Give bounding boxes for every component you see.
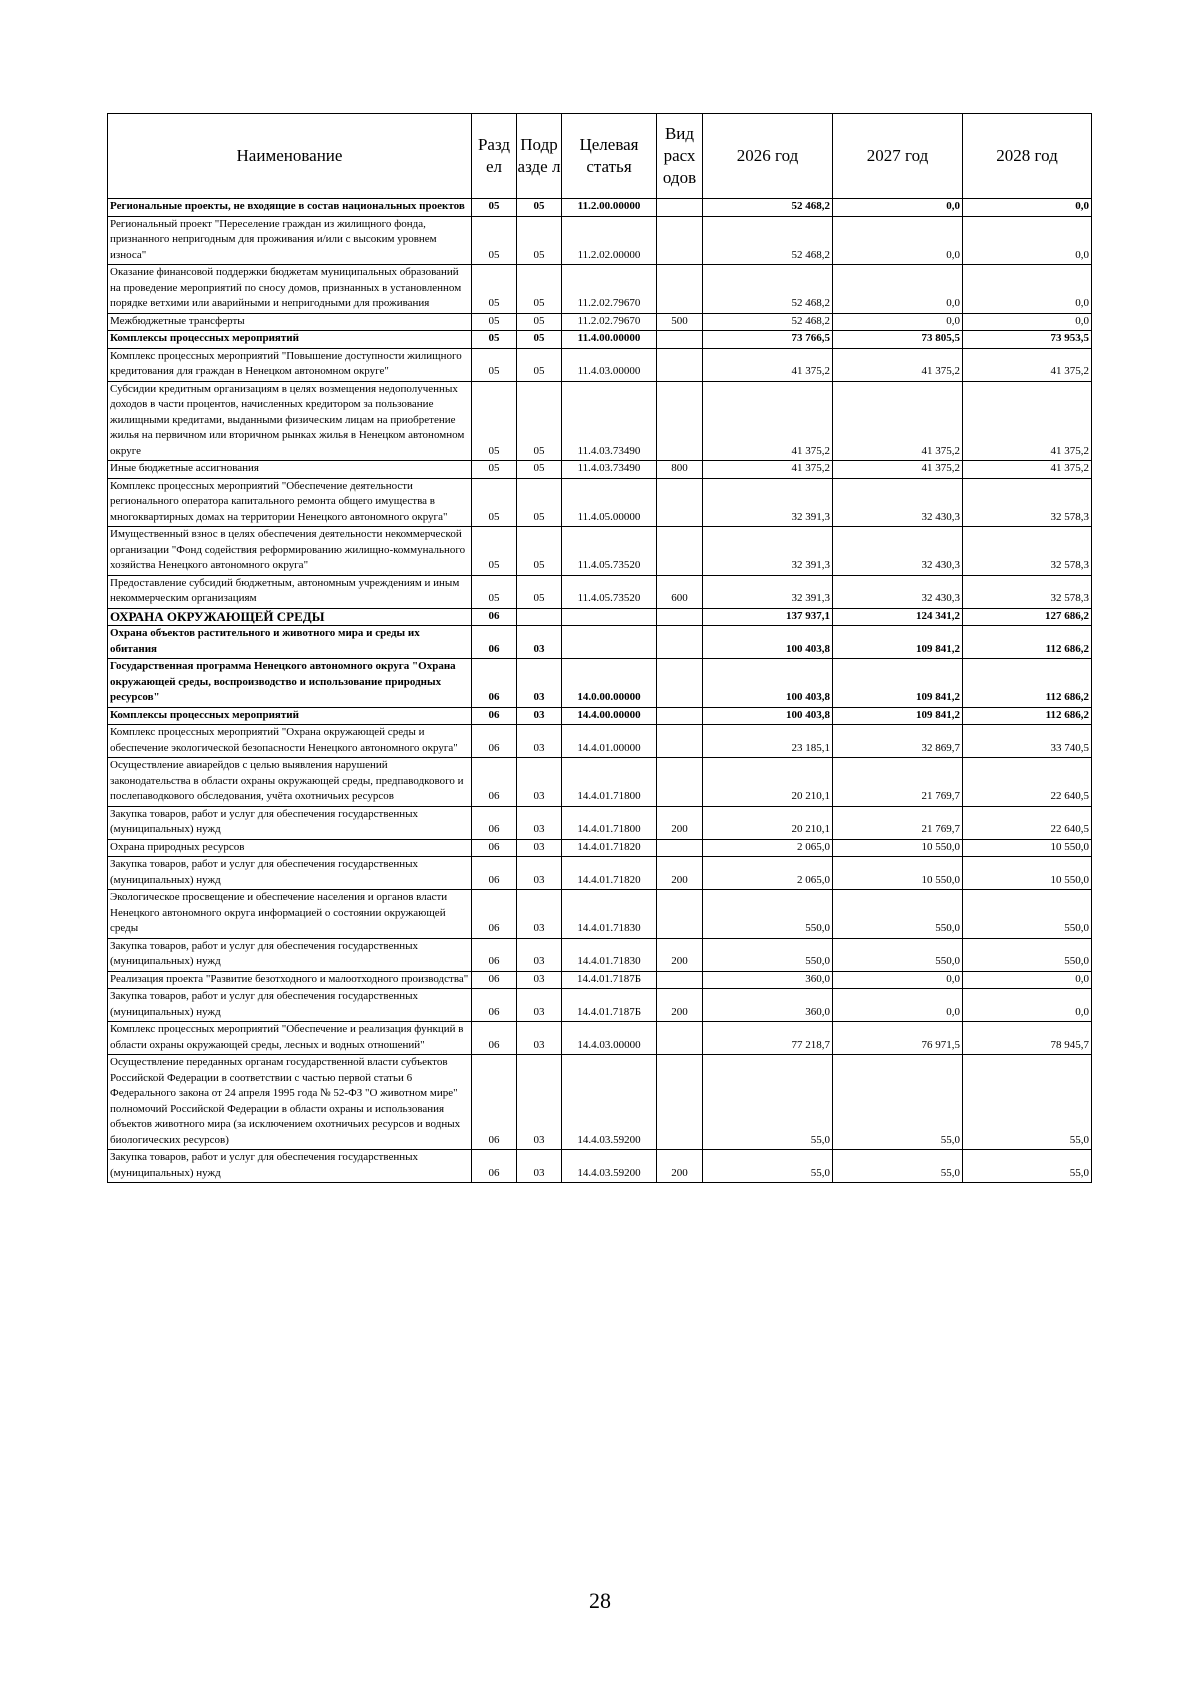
row-2027: 0,0 <box>833 265 963 314</box>
row-kind <box>657 890 703 939</box>
row-kind: 800 <box>657 461 703 479</box>
table-row <box>108 857 1092 890</box>
header-section: Разд ел <box>472 114 517 199</box>
row-2028: 55,0 <box>963 1150 1092 1183</box>
row-kind <box>657 758 703 807</box>
row-name: Комплексы процессных мероприятий <box>108 707 472 725</box>
row-2027: 10 550,0 <box>833 857 963 890</box>
row-subsection: 05 <box>517 381 562 461</box>
row-2028: 550,0 <box>963 938 1092 971</box>
row-section: 06 <box>472 839 517 857</box>
row-2028: 550,0 <box>963 890 1092 939</box>
row-kind <box>657 527 703 576</box>
row-target: 14.4.01.71800 <box>562 806 657 839</box>
row-2027: 32 430,3 <box>833 575 963 608</box>
row-subsection: 03 <box>517 938 562 971</box>
row-name: Комплекс процессных мероприятий "Повышение доступности жилищного кредитования для граждан в Ненецком автономном округе" <box>108 348 472 381</box>
table-row <box>108 478 1092 527</box>
table-row <box>108 938 1092 971</box>
row-2026: 41 375,2 <box>703 381 833 461</box>
table-row <box>108 313 1092 331</box>
header-subsection: Подр азде л <box>517 114 562 199</box>
row-name: Закупка товаров, работ и услуг для обеспечения государственных (муниципальных) нужд <box>108 1150 472 1183</box>
row-section: 05 <box>472 575 517 608</box>
table-row <box>108 890 1092 939</box>
row-kind <box>657 265 703 314</box>
row-section: 05 <box>472 461 517 479</box>
row-kind <box>657 626 703 659</box>
row-subsection: 05 <box>517 331 562 349</box>
table-row <box>108 626 1092 659</box>
row-2028: 22 640,5 <box>963 806 1092 839</box>
row-2026: 52 468,2 <box>703 313 833 331</box>
row-section: 06 <box>472 659 517 708</box>
table-row <box>108 1022 1092 1055</box>
row-2026: 41 375,2 <box>703 461 833 479</box>
row-kind: 200 <box>657 806 703 839</box>
row-kind <box>657 199 703 217</box>
table-row <box>108 348 1092 381</box>
row-2026: 41 375,2 <box>703 348 833 381</box>
row-section: 06 <box>472 938 517 971</box>
row-kind <box>657 381 703 461</box>
row-2028: 0,0 <box>963 971 1092 989</box>
row-subsection: 05 <box>517 461 562 479</box>
row-name: Субсидии кредитным организациям в целях возмещения недополученных доходов в части процентов, начисленных кредитором за пользование жилищными кредитами, выданными физическим лицам на приобретение жилья на первичном или вторичном рынках жилья в Ненецком автономном округе <box>108 381 472 461</box>
table-row <box>108 381 1092 461</box>
row-2028: 10 550,0 <box>963 839 1092 857</box>
row-name: Комплексы процессных мероприятий <box>108 331 472 349</box>
row-2027: 21 769,7 <box>833 758 963 807</box>
row-name: Предоставление субсидий бюджетным, автономным учреждениям и иным некоммерческим организациям <box>108 575 472 608</box>
row-section: 05 <box>472 265 517 314</box>
row-2027: 55,0 <box>833 1055 963 1150</box>
table-row <box>108 461 1092 479</box>
row-kind <box>657 216 703 265</box>
row-name: Осуществление авиарейдов с целью выявления нарушений законодательства в области охраны окружающей среды, предпаводкового и послепаводкового обследования, учёта охотничьих ресурсов <box>108 758 472 807</box>
row-2027: 10 550,0 <box>833 839 963 857</box>
row-section: 05 <box>472 313 517 331</box>
row-section: 05 <box>472 199 517 217</box>
row-kind <box>657 1055 703 1150</box>
row-section: 06 <box>472 1055 517 1150</box>
row-kind <box>657 725 703 758</box>
row-2027: 0,0 <box>833 989 963 1022</box>
header-name: Наименование <box>108 114 472 199</box>
row-2026: 550,0 <box>703 938 833 971</box>
row-2026: 52 468,2 <box>703 199 833 217</box>
row-kind <box>657 707 703 725</box>
row-target: 14.4.01.71830 <box>562 890 657 939</box>
row-target: 14.4.03.00000 <box>562 1022 657 1055</box>
table-row <box>108 758 1092 807</box>
row-subsection: 03 <box>517 1022 562 1055</box>
row-section: 06 <box>472 608 517 626</box>
row-subsection: 03 <box>517 839 562 857</box>
row-target: 11.2.02.79670 <box>562 265 657 314</box>
row-subsection: 03 <box>517 1150 562 1183</box>
row-section: 05 <box>472 216 517 265</box>
row-name: Межбюджетные трансферты <box>108 313 472 331</box>
row-kind <box>657 478 703 527</box>
row-2028: 41 375,2 <box>963 348 1092 381</box>
row-2028: 112 686,2 <box>963 659 1092 708</box>
row-section: 06 <box>472 989 517 1022</box>
row-2027: 32 869,7 <box>833 725 963 758</box>
budget-table <box>107 113 1092 1183</box>
row-name: Комплекс процессных мероприятий "Обеспечение и реализация функций в области охраны окружающей среды, лесных и водных отношений" <box>108 1022 472 1055</box>
row-2027: 76 971,5 <box>833 1022 963 1055</box>
row-target: 14.4.01.71830 <box>562 938 657 971</box>
row-2028: 0,0 <box>963 216 1092 265</box>
row-2026: 52 468,2 <box>703 265 833 314</box>
row-subsection: 03 <box>517 857 562 890</box>
budget-table-wrap <box>107 113 1091 1183</box>
row-subsection: 05 <box>517 575 562 608</box>
row-name: Закупка товаров, работ и услуг для обеспечения государственных (муниципальных) нужд <box>108 806 472 839</box>
row-2028: 0,0 <box>963 313 1092 331</box>
row-name: Закупка товаров, работ и услуг для обеспечения государственных (муниципальных) нужд <box>108 989 472 1022</box>
row-name: Реализация проекта "Развитие безотходного и малоотходного производства" <box>108 971 472 989</box>
row-section: 06 <box>472 707 517 725</box>
row-name: Региональный проект "Переселение граждан из жилищного фонда, признанного непригодным для проживания и/или с высоким уровнем износа" <box>108 216 472 265</box>
row-target <box>562 626 657 659</box>
row-target <box>562 608 657 626</box>
row-kind: 500 <box>657 313 703 331</box>
row-target: 14.4.03.59200 <box>562 1055 657 1150</box>
row-2027: 109 841,2 <box>833 707 963 725</box>
row-2026: 20 210,1 <box>703 806 833 839</box>
row-2027: 550,0 <box>833 890 963 939</box>
row-target: 11.2.02.00000 <box>562 216 657 265</box>
row-2026: 52 468,2 <box>703 216 833 265</box>
page-number: 28 <box>589 1588 611 1613</box>
row-subsection: 05 <box>517 216 562 265</box>
row-2028: 33 740,5 <box>963 725 1092 758</box>
table-row <box>108 806 1092 839</box>
row-kind <box>657 348 703 381</box>
row-2028: 112 686,2 <box>963 707 1092 725</box>
table-row <box>108 608 1092 626</box>
row-section: 05 <box>472 381 517 461</box>
header-2028: 2028 год <box>963 114 1092 199</box>
row-name: Закупка товаров, работ и услуг для обеспечения государственных (муниципальных) нужд <box>108 938 472 971</box>
row-subsection: 03 <box>517 626 562 659</box>
row-subsection: 05 <box>517 265 562 314</box>
row-kind <box>657 659 703 708</box>
row-subsection: 03 <box>517 971 562 989</box>
row-2026: 32 391,3 <box>703 527 833 576</box>
row-target: 11.4.05.73520 <box>562 527 657 576</box>
table-row <box>108 1150 1092 1183</box>
table-row <box>108 989 1092 1022</box>
row-2027: 41 375,2 <box>833 461 963 479</box>
row-target: 14.4.01.71820 <box>562 857 657 890</box>
row-2027: 73 805,5 <box>833 331 963 349</box>
row-subsection <box>517 608 562 626</box>
row-2027: 0,0 <box>833 216 963 265</box>
row-kind: 200 <box>657 938 703 971</box>
row-2028: 32 578,3 <box>963 575 1092 608</box>
row-2026: 23 185,1 <box>703 725 833 758</box>
row-target: 11.4.00.00000 <box>562 331 657 349</box>
table-header-row <box>108 114 1092 199</box>
row-kind <box>657 971 703 989</box>
table-row <box>108 216 1092 265</box>
row-section: 06 <box>472 857 517 890</box>
row-2028: 32 578,3 <box>963 478 1092 527</box>
row-subsection: 03 <box>517 890 562 939</box>
row-2027: 550,0 <box>833 938 963 971</box>
row-2026: 550,0 <box>703 890 833 939</box>
row-kind: 200 <box>657 989 703 1022</box>
row-2027: 55,0 <box>833 1150 963 1183</box>
row-target: 14.4.01.7187Б <box>562 971 657 989</box>
table-row <box>108 839 1092 857</box>
row-2026: 100 403,8 <box>703 626 833 659</box>
row-2027: 0,0 <box>833 199 963 217</box>
row-section: 06 <box>472 1022 517 1055</box>
row-2028: 0,0 <box>963 199 1092 217</box>
row-2027: 0,0 <box>833 971 963 989</box>
row-2028: 127 686,2 <box>963 608 1092 626</box>
table-row <box>108 1055 1092 1150</box>
row-2026: 2 065,0 <box>703 839 833 857</box>
row-name: Охрана объектов растительного и животного мира и среды их обитания <box>108 626 472 659</box>
row-target: 11.4.03.00000 <box>562 348 657 381</box>
row-subsection: 05 <box>517 313 562 331</box>
row-target: 11.4.03.73490 <box>562 461 657 479</box>
row-2026: 2 065,0 <box>703 857 833 890</box>
row-section: 05 <box>472 478 517 527</box>
table-row <box>108 331 1092 349</box>
row-name: Закупка товаров, работ и услуг для обеспечения государственных (муниципальных) нужд <box>108 857 472 890</box>
row-2028: 55,0 <box>963 1055 1092 1150</box>
table-row <box>108 971 1092 989</box>
table-row <box>108 659 1092 708</box>
row-section: 06 <box>472 971 517 989</box>
row-target: 11.2.02.79670 <box>562 313 657 331</box>
row-subsection: 03 <box>517 989 562 1022</box>
row-2027: 109 841,2 <box>833 626 963 659</box>
row-subsection: 05 <box>517 199 562 217</box>
row-target: 14.4.01.7187Б <box>562 989 657 1022</box>
row-2027: 41 375,2 <box>833 348 963 381</box>
row-name: Комплекс процессных мероприятий "Охрана окружающей среды и обеспечение экологической безопасности Ненецкого автономного округа" <box>108 725 472 758</box>
row-subsection: 03 <box>517 725 562 758</box>
row-subsection: 03 <box>517 806 562 839</box>
row-target: 14.4.03.59200 <box>562 1150 657 1183</box>
table-row <box>108 707 1092 725</box>
row-2028: 32 578,3 <box>963 527 1092 576</box>
row-2026: 73 766,5 <box>703 331 833 349</box>
row-target: 14.4.00.00000 <box>562 707 657 725</box>
row-name: Экологическое просвещение и обеспечение населения и органов власти Ненецкого автономного округа информацией о состоянии окружающей среды <box>108 890 472 939</box>
table-row <box>108 199 1092 217</box>
row-kind <box>657 839 703 857</box>
row-name: ОХРАНА ОКРУЖАЮЩЕЙ СРЕДЫ <box>108 608 472 626</box>
row-kind: 600 <box>657 575 703 608</box>
row-section: 05 <box>472 348 517 381</box>
row-2028: 22 640,5 <box>963 758 1092 807</box>
row-target: 14.4.01.71800 <box>562 758 657 807</box>
row-name: Комплекс процессных мероприятий "Обеспечение деятельности регионального оператора капитального ремонта общего имущества в многоквартирных домах на территории Ненецкого автономного округа" <box>108 478 472 527</box>
row-subsection: 05 <box>517 527 562 576</box>
table-row <box>108 527 1092 576</box>
row-section: 06 <box>472 1150 517 1183</box>
row-2027: 32 430,3 <box>833 478 963 527</box>
row-2026: 137 937,1 <box>703 608 833 626</box>
row-2026: 100 403,8 <box>703 707 833 725</box>
row-section: 06 <box>472 725 517 758</box>
row-2028: 78 945,7 <box>963 1022 1092 1055</box>
row-2026: 32 391,3 <box>703 478 833 527</box>
row-2026: 32 391,3 <box>703 575 833 608</box>
header-target: Целевая статья <box>562 114 657 199</box>
row-kind <box>657 1022 703 1055</box>
row-2028: 0,0 <box>963 989 1092 1022</box>
row-kind <box>657 608 703 626</box>
row-2027: 41 375,2 <box>833 381 963 461</box>
row-2028: 41 375,2 <box>963 381 1092 461</box>
header-kind: Вид расх одов <box>657 114 703 199</box>
row-2027: 109 841,2 <box>833 659 963 708</box>
row-target: 11.4.05.00000 <box>562 478 657 527</box>
row-section: 05 <box>472 331 517 349</box>
row-2028: 73 953,5 <box>963 331 1092 349</box>
row-target: 14.4.01.00000 <box>562 725 657 758</box>
row-2026: 360,0 <box>703 971 833 989</box>
row-subsection: 05 <box>517 478 562 527</box>
row-2026: 55,0 <box>703 1150 833 1183</box>
row-subsection: 03 <box>517 707 562 725</box>
row-2027: 0,0 <box>833 313 963 331</box>
row-section: 06 <box>472 806 517 839</box>
row-2027: 21 769,7 <box>833 806 963 839</box>
row-2028: 41 375,2 <box>963 461 1092 479</box>
row-2026: 360,0 <box>703 989 833 1022</box>
row-name: Иные бюджетные ассигнования <box>108 461 472 479</box>
row-2026: 55,0 <box>703 1055 833 1150</box>
header-2027: 2027 год <box>833 114 963 199</box>
row-section: 06 <box>472 758 517 807</box>
row-section: 05 <box>472 527 517 576</box>
row-subsection: 05 <box>517 348 562 381</box>
row-name: Оказание финансовой поддержки бюджетам муниципальных образований на проведение мероприятий по сносу домов, признанных в установленном порядке ветхими или аварийными и непригодными для проживания <box>108 265 472 314</box>
table-row <box>108 725 1092 758</box>
row-2026: 100 403,8 <box>703 659 833 708</box>
row-2028: 0,0 <box>963 265 1092 314</box>
row-kind: 200 <box>657 857 703 890</box>
row-2027: 32 430,3 <box>833 527 963 576</box>
row-name: Имущественный взнос в целях обеспечения деятельности некоммерческой организации "Фонд содействия реформированию жилищно-коммунального хозяйства Ненецкого автономного округа" <box>108 527 472 576</box>
row-subsection: 03 <box>517 659 562 708</box>
row-target: 14.0.00.00000 <box>562 659 657 708</box>
table-body <box>108 199 1092 1183</box>
row-target: 11.4.03.73490 <box>562 381 657 461</box>
row-kind: 200 <box>657 1150 703 1183</box>
row-kind <box>657 331 703 349</box>
row-subsection: 03 <box>517 758 562 807</box>
row-2026: 20 210,1 <box>703 758 833 807</box>
row-section: 06 <box>472 890 517 939</box>
row-2028: 112 686,2 <box>963 626 1092 659</box>
row-name: Государственная программа Ненецкого автономного округа "Охрана окружающей среды, воспроизводство и использование природных ресурсов" <box>108 659 472 708</box>
table-row <box>108 265 1092 314</box>
row-2027: 124 341,2 <box>833 608 963 626</box>
row-subsection: 03 <box>517 1055 562 1150</box>
row-target: 14.4.01.71820 <box>562 839 657 857</box>
header-2026: 2026 год <box>703 114 833 199</box>
row-section: 06 <box>472 626 517 659</box>
row-target: 11.2.00.00000 <box>562 199 657 217</box>
row-name: Осуществление переданных органам государственной власти субъектов Российской Федерации в соответствии с частью первой статьи 6 Федерального закона от 24 апреля 1995 года № 52-ФЗ "О животном мире" полномочий Российской Федерации в области охраны и использования объектов животного мира (за исключением охотничьих ресурсов и водных биологических ресурсов) <box>108 1055 472 1150</box>
row-target: 11.4.05.73520 <box>562 575 657 608</box>
row-2026: 77 218,7 <box>703 1022 833 1055</box>
row-name: Охрана природных ресурсов <box>108 839 472 857</box>
row-name: Региональные проекты, не входящие в состав национальных проектов <box>108 199 472 217</box>
row-2028: 10 550,0 <box>963 857 1092 890</box>
table-row <box>108 575 1092 608</box>
